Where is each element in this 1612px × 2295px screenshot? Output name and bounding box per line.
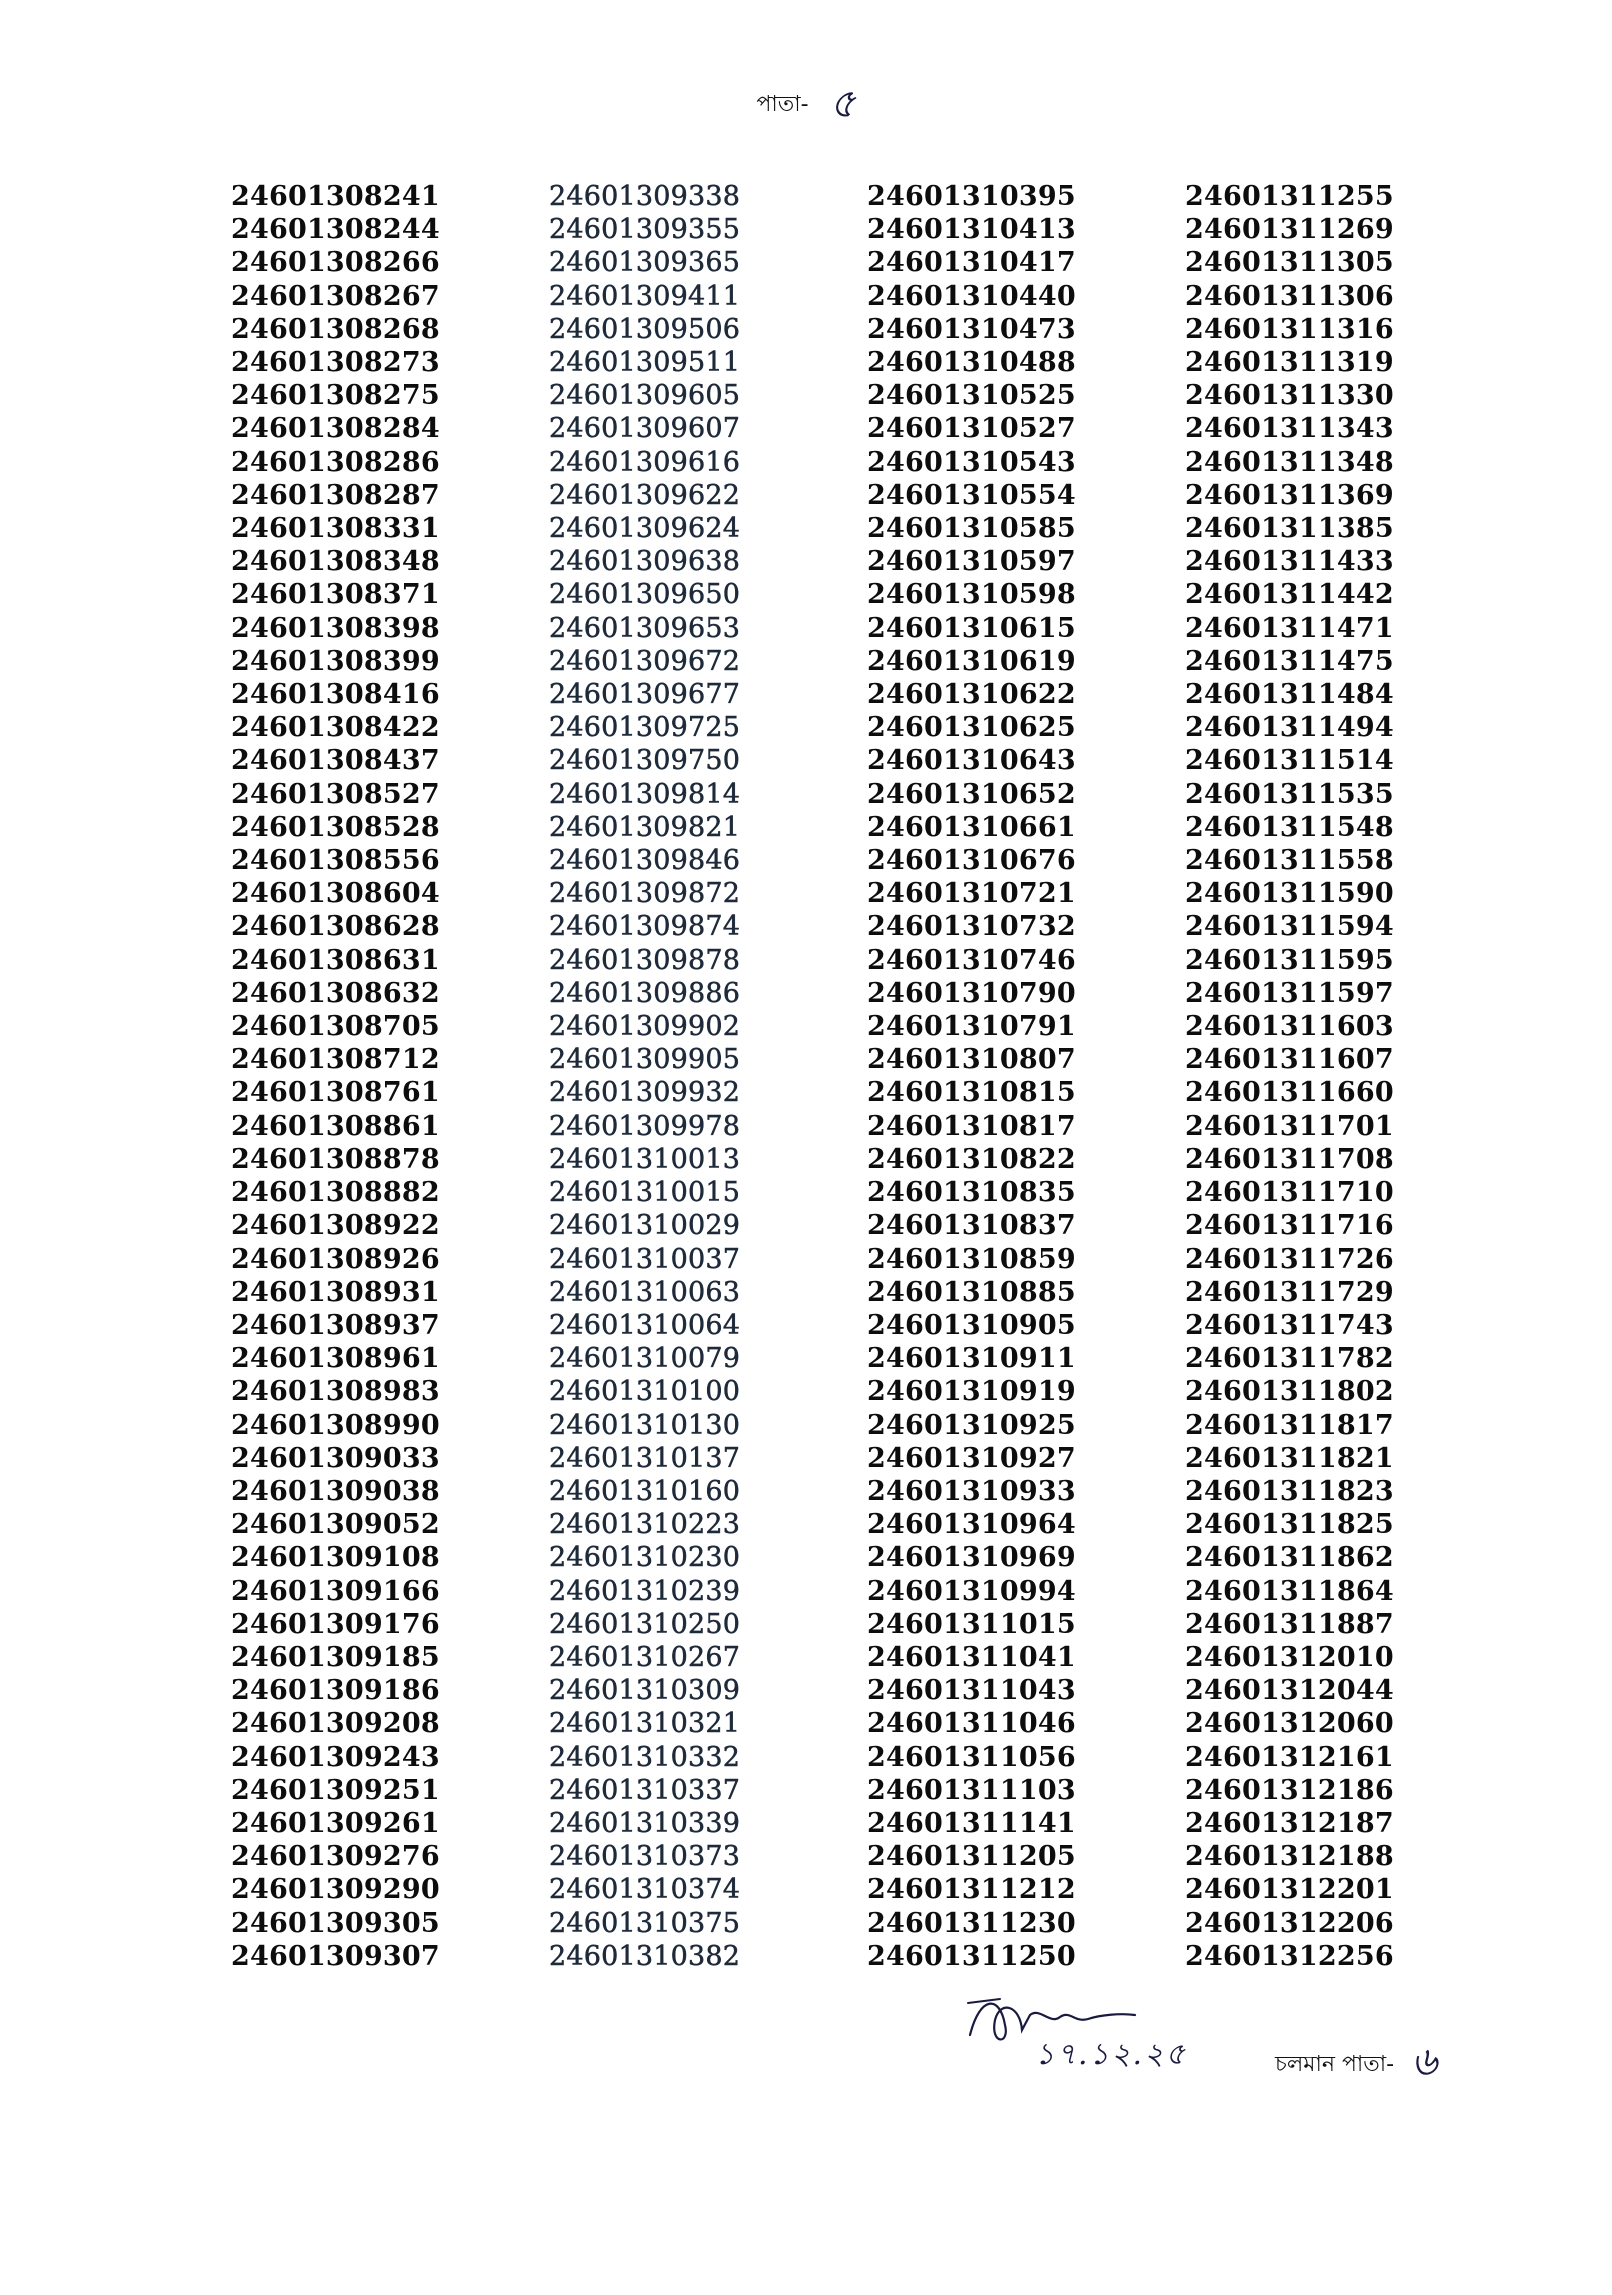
roll-number: 24601312186 <box>1185 1774 1394 1806</box>
roll-number: 24601310791 <box>867 1011 1076 1043</box>
roll-number: 24601308399 <box>231 645 440 677</box>
page-footer <box>1275 2030 1437 2097</box>
roll-number: 24601308861 <box>231 1110 440 1142</box>
roll-number: 24601311369 <box>1185 479 1394 511</box>
roll-number: 24601309243 <box>231 1741 440 1773</box>
roll-number: 24601309607 <box>549 413 741 445</box>
roll-number: 24601309616 <box>549 446 741 478</box>
roll-number: 24601310927 <box>867 1442 1076 1474</box>
page-number: ৫ <box>829 81 856 127</box>
column-3 <box>867 180 1185 1973</box>
roll-number: 24601310746 <box>867 944 1076 976</box>
roll-number: 24601310815 <box>867 1077 1076 1109</box>
roll-number: 24601310488 <box>867 347 1076 379</box>
roll-number: 24601311823 <box>1185 1475 1394 1507</box>
roll-number: 24601309305 <box>231 1907 440 1939</box>
roll-number: 24601311205 <box>867 1841 1076 1873</box>
roll-number: 24601308416 <box>231 679 440 711</box>
roll-number: 24601309108 <box>231 1542 440 1574</box>
column-1 <box>231 180 549 1973</box>
roll-number: 24601308705 <box>231 1011 440 1043</box>
roll-number: 24601311729 <box>1185 1276 1394 1308</box>
roll-number: 24601310339 <box>549 1807 741 1839</box>
roll-number: 24601309251 <box>231 1774 440 1806</box>
roll-number: 24601309605 <box>549 380 741 412</box>
roll-number: 24601310585 <box>867 513 1076 545</box>
roll-number: 24601310100 <box>549 1376 741 1408</box>
roll-number: 24601308331 <box>231 513 440 545</box>
roll-number: 24601311471 <box>1185 612 1394 644</box>
roll-number: 24601308286 <box>231 446 440 478</box>
roll-number: 24601308931 <box>231 1276 440 1308</box>
roll-number: 24601308878 <box>231 1143 440 1175</box>
roll-number: 24601310652 <box>867 778 1076 810</box>
roll-number: 24601311433 <box>1185 546 1394 578</box>
roll-number: 24601311484 <box>1185 679 1394 711</box>
roll-number: 24601310029 <box>549 1210 741 1242</box>
roll-number: 24601308398 <box>231 612 440 644</box>
roll-number: 24601311103 <box>867 1774 1076 1806</box>
roll-number: 24601311660 <box>1185 1077 1394 1109</box>
roll-number: 24601311494 <box>1185 712 1394 744</box>
roll-number: 24601310440 <box>867 280 1076 312</box>
roll-number: 24601311590 <box>1185 878 1394 910</box>
roll-number: 24601312256 <box>1185 1940 1394 1972</box>
roll-number: 24601311015 <box>867 1608 1076 1640</box>
roll-number: 24601310817 <box>867 1110 1076 1142</box>
roll-number: 24601310374 <box>549 1874 741 1906</box>
continued-page-label: চলমান পাতা- <box>1275 2052 1395 2077</box>
roll-number: 24601310822 <box>867 1143 1076 1175</box>
roll-number: 24601312201 <box>1185 1874 1394 1906</box>
roll-number: 24601311817 <box>1185 1409 1394 1441</box>
roll-number: 24601311041 <box>867 1641 1076 1673</box>
roll-number: 24601308926 <box>231 1243 440 1275</box>
roll-number: 24601311306 <box>1185 280 1394 312</box>
roll-number: 24601309886 <box>549 977 741 1009</box>
roll-number: 24601310598 <box>867 579 1076 611</box>
roll-number: 24601310064 <box>549 1309 741 1341</box>
roll-number: 24601309338 <box>549 181 741 212</box>
roll-number: 24601308922 <box>231 1210 440 1242</box>
roll-number: 24601311255 <box>1185 181 1394 212</box>
roll-number: 24601311864 <box>1185 1575 1394 1607</box>
roll-number: 24601310615 <box>867 612 1076 644</box>
roll-number: 24601310239 <box>549 1575 741 1607</box>
roll-number: 24601309307 <box>231 1940 440 1972</box>
roll-number: 24601308284 <box>231 413 440 445</box>
roll-number: 24601310543 <box>867 446 1076 478</box>
roll-number: 24601309624 <box>549 513 741 545</box>
roll-number: 24601310837 <box>867 1210 1076 1242</box>
roll-number: 24601309677 <box>549 679 741 711</box>
roll-number: 24601309038 <box>231 1475 440 1507</box>
roll-number: 24601310223 <box>549 1509 741 1541</box>
roll-number: 24601308882 <box>231 1177 440 1209</box>
roll-number: 24601311269 <box>1185 214 1394 246</box>
column-4 <box>1185 180 1503 1973</box>
roll-number: 24601308268 <box>231 313 440 345</box>
roll-number: 24601309905 <box>549 1044 741 1076</box>
roll-number: 24601309902 <box>549 1011 741 1043</box>
roll-number: 24601310417 <box>867 247 1076 279</box>
roll-number: 24601309672 <box>549 645 741 677</box>
roll-number: 24601310919 <box>867 1376 1076 1408</box>
roll-number: 24601310721 <box>867 878 1076 910</box>
roll-number: 24601308712 <box>231 1044 440 1076</box>
roll-number: 24601308961 <box>231 1343 440 1375</box>
roll-number: 24601311802 <box>1185 1376 1394 1408</box>
roll-number: 24601308371 <box>231 579 440 611</box>
roll-number: 24601310015 <box>549 1177 741 1209</box>
roll-number: 24601310160 <box>549 1475 741 1507</box>
roll-number: 24601311594 <box>1185 911 1394 943</box>
page-label: পাতা- <box>756 92 809 117</box>
roll-number: 24601310835 <box>867 1177 1076 1209</box>
roll-number: 24601310790 <box>867 977 1076 1009</box>
roll-number: 24601312188 <box>1185 1841 1394 1873</box>
roll-number: 24601308528 <box>231 811 440 843</box>
roll-number: 24601311250 <box>867 1940 1076 1972</box>
next-page-number: ৬ <box>1411 2039 1438 2085</box>
roll-number: 24601310037 <box>549 1243 741 1275</box>
roll-number: 24601311708 <box>1185 1143 1394 1175</box>
roll-number: 24601308761 <box>231 1077 440 1109</box>
roll-number: 24601310250 <box>549 1608 741 1640</box>
roll-number: 24601309932 <box>549 1077 741 1109</box>
roll-number: 24601310905 <box>867 1309 1076 1341</box>
signature-date: ১৭.১২.২৫ <box>1035 2037 1187 2072</box>
roll-number: 24601310597 <box>867 546 1076 578</box>
roll-number: 24601310964 <box>867 1509 1076 1541</box>
roll-number: 24601308267 <box>231 280 440 312</box>
roll-number: 24601310373 <box>549 1841 741 1873</box>
roll-number: 24601311348 <box>1185 446 1394 478</box>
roll-number: 24601311595 <box>1185 944 1394 976</box>
roll-number: 24601311385 <box>1185 513 1394 545</box>
roll-number: 24601311305 <box>1185 247 1394 279</box>
roll-number: 24601311514 <box>1185 745 1394 777</box>
roll-number: 24601309033 <box>231 1442 440 1474</box>
roll-number: 24601309846 <box>549 845 741 877</box>
roll-number: 24601310337 <box>549 1774 741 1806</box>
roll-number: 24601311607 <box>1185 1044 1394 1076</box>
roll-number: 24601311330 <box>1185 380 1394 412</box>
page-header <box>0 72 1612 139</box>
roll-number: 24601311043 <box>867 1675 1076 1707</box>
roll-number: 24601308604 <box>231 878 440 910</box>
roll-number: 24601309511 <box>549 347 741 379</box>
column-2 <box>549 180 867 1973</box>
roll-number: 24601309874 <box>549 911 741 943</box>
roll-number: 24601309978 <box>549 1110 741 1142</box>
roll-number: 24601311862 <box>1185 1542 1394 1574</box>
roll-number: 24601309878 <box>549 944 741 976</box>
roll-number: 24601310619 <box>867 645 1076 677</box>
roll-number: 24601308244 <box>231 214 440 246</box>
roll-number: 24601310885 <box>867 1276 1076 1308</box>
roll-number: 24601308241 <box>231 181 440 212</box>
roll-number: 24601310309 <box>549 1675 741 1707</box>
roll-number: 24601311056 <box>867 1741 1076 1773</box>
roll-number: 24601311046 <box>867 1708 1076 1740</box>
roll-number: 24601310643 <box>867 745 1076 777</box>
roll-number: 24601308348 <box>231 546 440 578</box>
roll-number: 24601308983 <box>231 1376 440 1408</box>
roll-number: 24601311558 <box>1185 845 1394 877</box>
roll-number-columns <box>231 180 1503 1973</box>
roll-number: 24601311782 <box>1185 1343 1394 1375</box>
roll-number: 24601309186 <box>231 1675 440 1707</box>
roll-number: 24601310382 <box>549 1940 741 1972</box>
roll-number: 24601311475 <box>1185 645 1394 677</box>
roll-number: 24601308266 <box>231 247 440 279</box>
roll-number: 24601309814 <box>549 778 741 810</box>
roll-number: 24601310473 <box>867 313 1076 345</box>
roll-number: 24601310933 <box>867 1475 1076 1507</box>
roll-number: 24601308990 <box>231 1409 440 1441</box>
roll-number: 24601309290 <box>231 1874 440 1906</box>
roll-number: 24601310859 <box>867 1243 1076 1275</box>
roll-number: 24601310625 <box>867 712 1076 744</box>
roll-number: 24601312010 <box>1185 1641 1394 1673</box>
roll-number: 24601310137 <box>549 1442 741 1474</box>
roll-number: 24601309365 <box>549 247 741 279</box>
roll-number: 24601310554 <box>867 479 1076 511</box>
roll-number: 24601311319 <box>1185 347 1394 379</box>
roll-number: 24601309208 <box>231 1708 440 1740</box>
roll-number: 24601309052 <box>231 1509 440 1541</box>
roll-number: 24601309506 <box>549 313 741 345</box>
roll-number: 24601310994 <box>867 1575 1076 1607</box>
roll-number: 24601310622 <box>867 679 1076 711</box>
roll-number: 24601310267 <box>549 1641 741 1673</box>
roll-number: 24601309355 <box>549 214 741 246</box>
roll-number: 24601310413 <box>867 214 1076 246</box>
roll-number: 24601309725 <box>549 712 741 744</box>
roll-number: 24601310807 <box>867 1044 1076 1076</box>
roll-number: 24601310911 <box>867 1343 1076 1375</box>
roll-number: 24601310079 <box>549 1343 741 1375</box>
roll-number: 24601312206 <box>1185 1907 1394 1939</box>
roll-number: 24601310321 <box>549 1708 741 1740</box>
roll-number: 24601309750 <box>549 745 741 777</box>
roll-number: 24601308273 <box>231 347 440 379</box>
roll-number: 24601308628 <box>231 911 440 943</box>
roll-number: 24601312060 <box>1185 1708 1394 1740</box>
roll-number: 24601308527 <box>231 778 440 810</box>
roll-number: 24601311603 <box>1185 1011 1394 1043</box>
roll-number: 24601311716 <box>1185 1210 1394 1242</box>
roll-number: 24601308556 <box>231 845 440 877</box>
roll-number: 24601312161 <box>1185 1741 1394 1773</box>
roll-number: 24601311343 <box>1185 413 1394 445</box>
roll-number: 24601309821 <box>549 811 741 843</box>
roll-number: 24601310969 <box>867 1542 1076 1574</box>
roll-number: 24601310395 <box>867 181 1076 212</box>
roll-number: 24601309872 <box>549 878 741 910</box>
roll-number: 24601311821 <box>1185 1442 1394 1474</box>
roll-number: 24601311743 <box>1185 1309 1394 1341</box>
roll-number: 24601310375 <box>549 1907 741 1939</box>
roll-number: 24601310525 <box>867 380 1076 412</box>
roll-number: 24601311230 <box>867 1907 1076 1939</box>
roll-number: 24601310230 <box>549 1542 741 1574</box>
roll-number: 24601310332 <box>549 1741 741 1773</box>
roll-number: 24601308937 <box>231 1309 440 1341</box>
roll-number: 24601308422 <box>231 712 440 744</box>
roll-number: 24601311710 <box>1185 1177 1394 1209</box>
roll-number: 24601310013 <box>549 1143 741 1175</box>
roll-number: 24601309261 <box>231 1807 440 1839</box>
roll-number: 24601311141 <box>867 1807 1076 1839</box>
roll-number: 24601308631 <box>231 944 440 976</box>
roll-number: 24601309411 <box>549 280 741 312</box>
roll-number: 24601311535 <box>1185 778 1394 810</box>
roll-number: 24601309185 <box>231 1641 440 1673</box>
roll-number: 24601311548 <box>1185 811 1394 843</box>
roll-number: 24601309166 <box>231 1575 440 1607</box>
roll-number: 24601311316 <box>1185 313 1394 345</box>
roll-number: 24601309276 <box>231 1841 440 1873</box>
roll-number: 24601311825 <box>1185 1509 1394 1541</box>
roll-number: 24601310130 <box>549 1409 741 1441</box>
roll-number: 24601310063 <box>549 1276 741 1308</box>
roll-number: 24601309653 <box>549 612 741 644</box>
roll-number: 24601311726 <box>1185 1243 1394 1275</box>
roll-number: 24601310527 <box>867 413 1076 445</box>
roll-number: 24601310676 <box>867 845 1076 877</box>
roll-number: 24601310925 <box>867 1409 1076 1441</box>
roll-number: 24601311442 <box>1185 579 1394 611</box>
roll-number: 24601311597 <box>1185 977 1394 1009</box>
roll-number: 24601310732 <box>867 911 1076 943</box>
roll-number: 24601309622 <box>549 479 741 511</box>
roll-number: 24601308275 <box>231 380 440 412</box>
roll-number: 24601308437 <box>231 745 440 777</box>
roll-number: 24601311212 <box>867 1874 1076 1906</box>
roll-number: 24601308632 <box>231 977 440 1009</box>
roll-number: 24601309638 <box>549 546 741 578</box>
roll-number: 24601312044 <box>1185 1675 1394 1707</box>
roll-number: 24601312187 <box>1185 1807 1394 1839</box>
roll-number: 24601311887 <box>1185 1608 1394 1640</box>
roll-number: 24601311701 <box>1185 1110 1394 1142</box>
roll-number: 24601309650 <box>549 579 741 611</box>
roll-number: 24601310661 <box>867 811 1076 843</box>
roll-number: 24601308287 <box>231 479 440 511</box>
roll-number: 24601309176 <box>231 1608 440 1640</box>
